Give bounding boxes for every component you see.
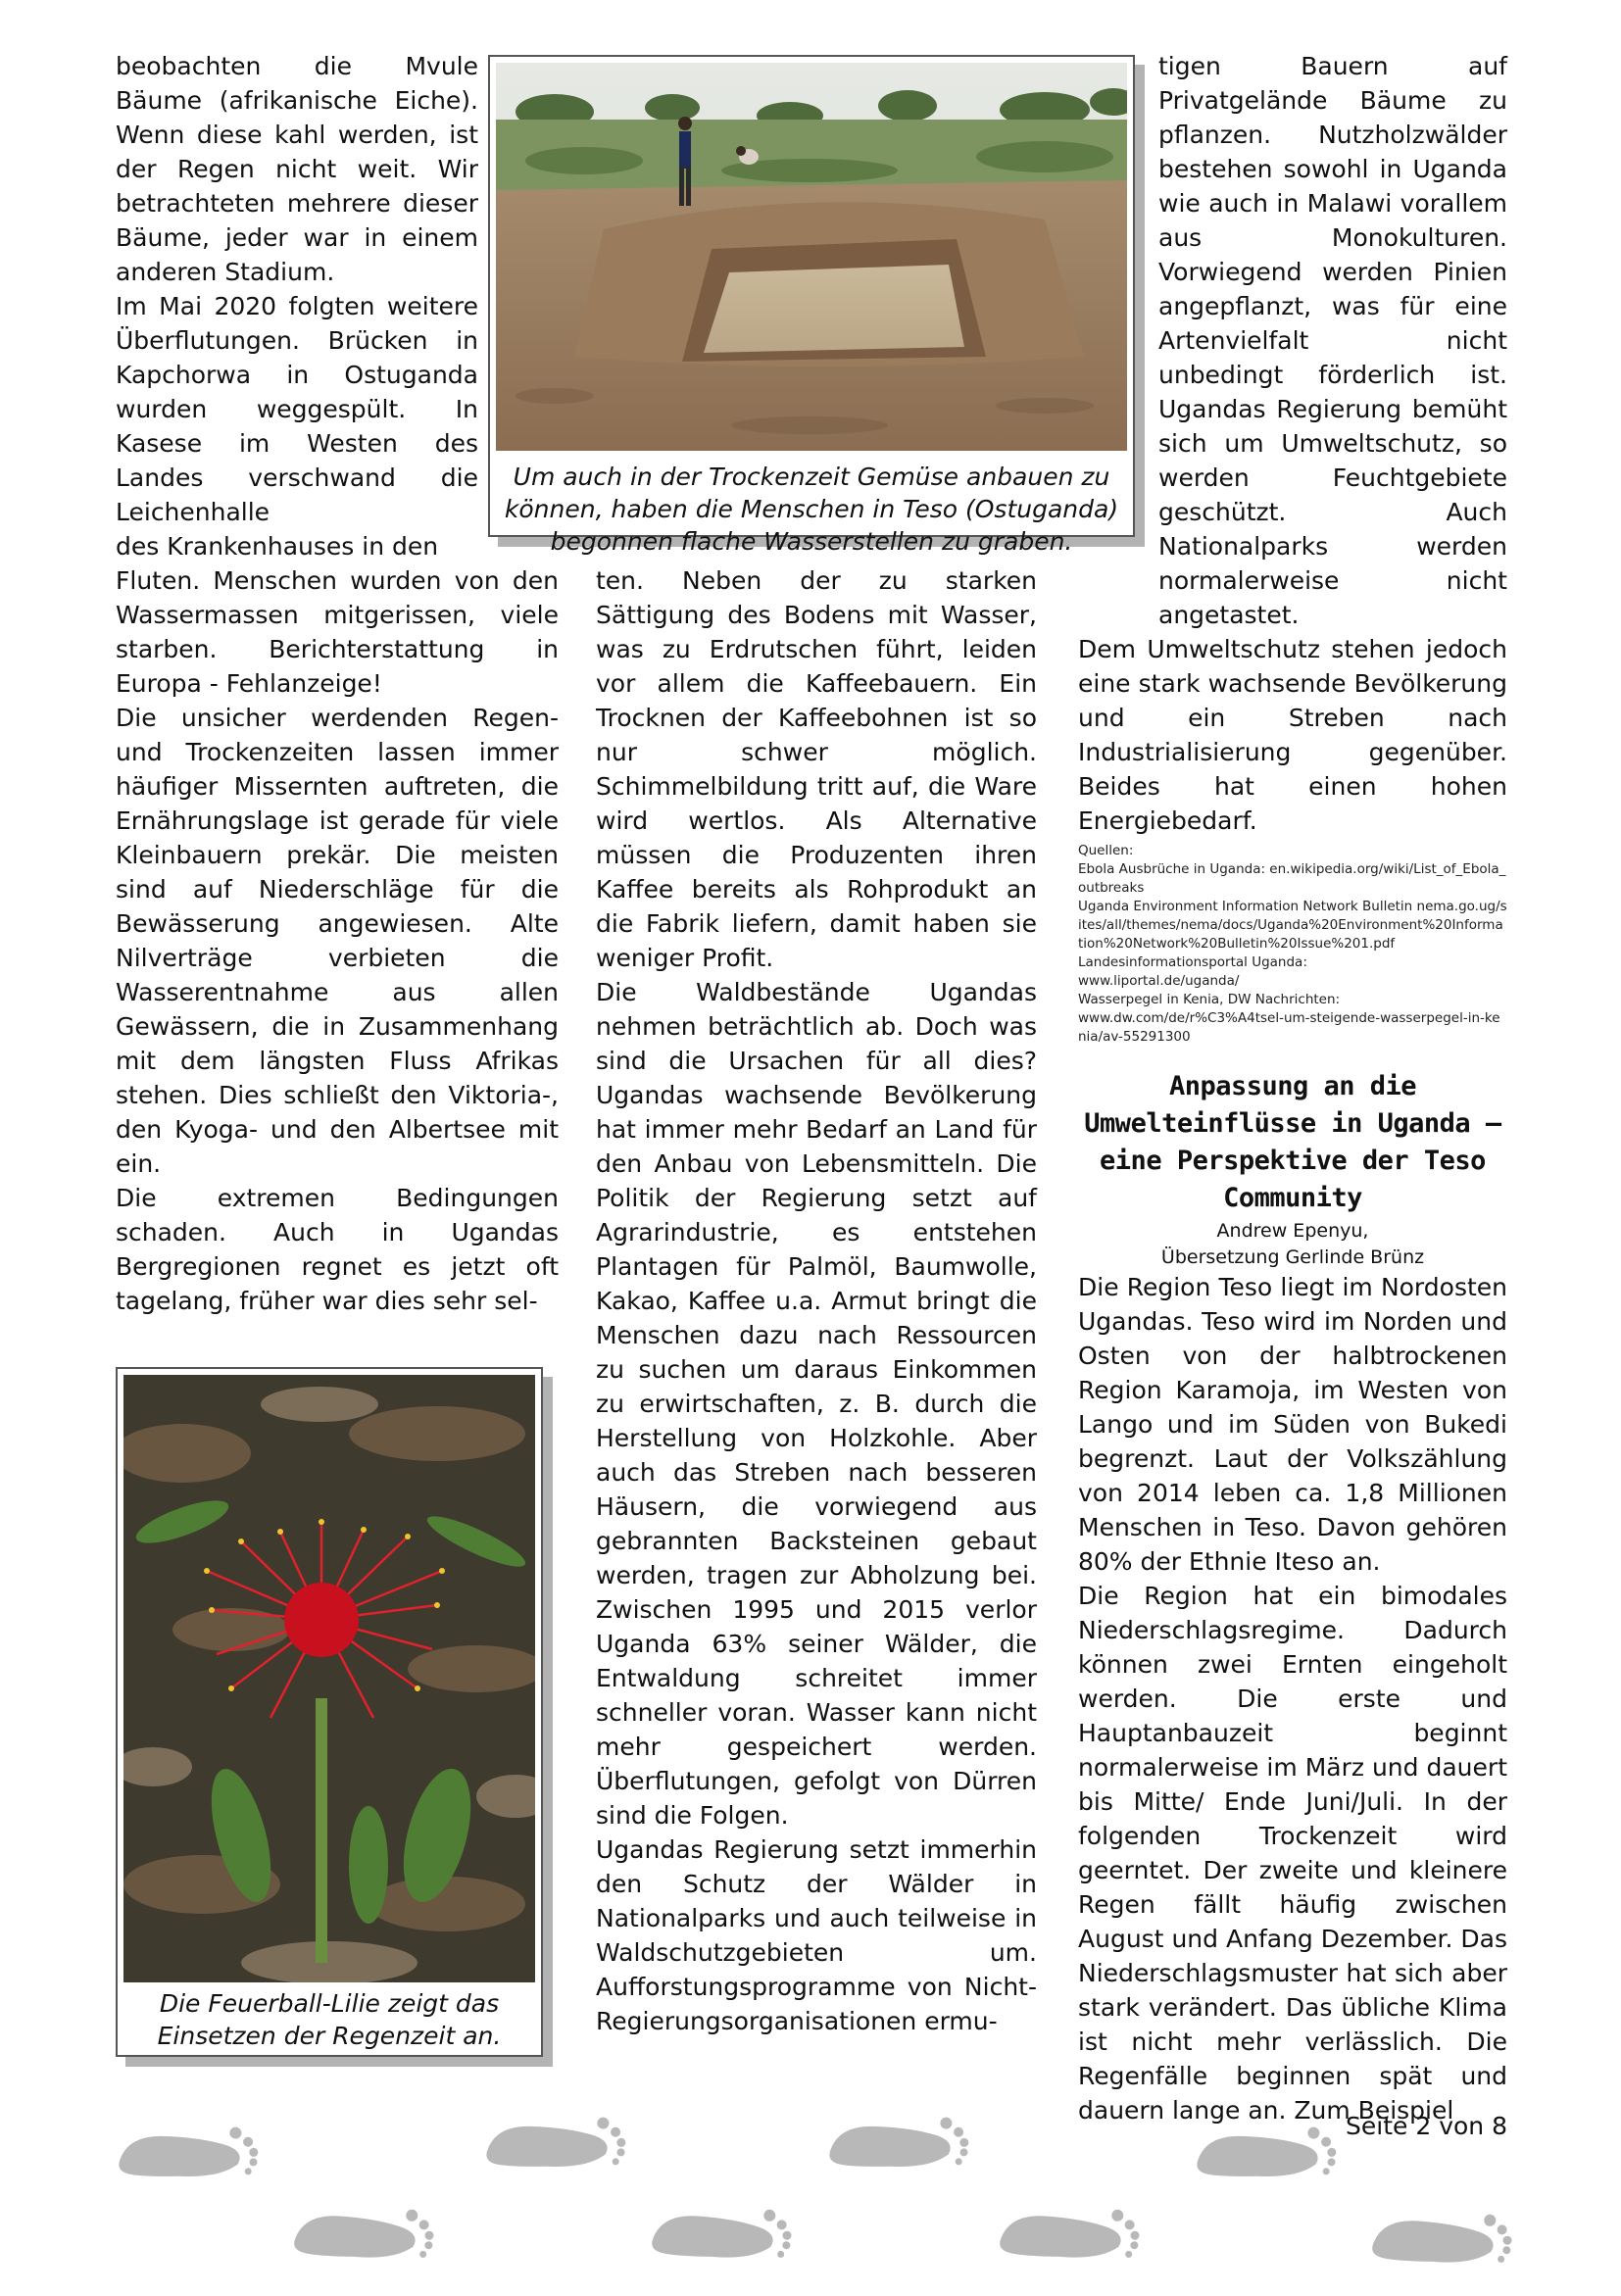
footprint-icon <box>1371 2214 1512 2267</box>
lily-photo <box>123 1375 535 1982</box>
source-entry: Ebola Ausbrüche in Uganda: en.wikipedia.org/wiki/List_of_Ebola_outbreaks <box>1078 861 1506 896</box>
right-paragraph: Dem Umweltschutz stehen jedoch eine stark wachsende Bevölkerung und ein Streben nach Industrialisierung gegenüber. Beides hat einen hohen Energiebedarf. <box>1078 635 1507 835</box>
footprint-icon <box>999 2209 1140 2262</box>
article-heading: Anpassung an die Umwelteinflüsse in Uganda – eine Perspektive der Teso Community <box>1084 1071 1501 1213</box>
trench-caption: Um auch in der Trockenzeit Gemüse anbauen zu können, haben die Menschen in Teso (Ostuganda) begonnen flache Wasserstellen zu graben. <box>504 463 1119 556</box>
source-entry: www.dw.com/de/r%C3%A4tsel-um-steigende-wasserpegel-in-kenia/av-55291300 <box>1078 1010 1500 1045</box>
middle-paragraph: Die Waldbestände Ugandas nehmen beträchtlich ab. Doch was sind die Ursachen für all dies? Ugandas wachsende Bevölkerung hat immer mehr Bedarf an Land für den Anbau von Lebensmitteln. Die Politik der Regierung setzt auf Agrarindustrie, es entstehen Plantagen für Palmöl, Baumwolle, Kakao, Kaffee u.a. Armut bringt die Menschen dazu nach Ressourcen zu suchen um daraus Einkommen zu erwirtschaften, z. B. durch die Herstellung von Holzkohle. Aber auch das Streben nach besseren Häusern, die vorwiegend aus gebrannten Backsteinen gebaut werden, tragen zur Abholzung bei. Zwischen 1995 und 2015 verlor Uganda 63% seiner Wälder, die Entwaldung schreitet immer schneller voran. Wasser kann nicht mehr gespeichert werden. Überflutungen, gefolgt von Dürren sind die Folgen. <box>596 978 1037 1830</box>
right-paragraph: Die Region hat ein bimodales Niederschlagsregime. Dadurch können zwei Ernten eingeholt werden. Die erste und Hauptanbauzeit beginnt normalerweise im März und dauert bis Mitte/ Ende Juni/Juli. In der folgenden Trockenzeit wird geerntet. Der zweite und kleinere Regen fällt häufig zwischen August und Anfang Dezember. Das Niederschlagsmuster hat sich aber stark verändert. Das übliche Klima ist nicht mehr verlässlich. Die Regenfälle beginnen spät und dauern lange an. Zum Beispiel <box>1078 1582 1507 2125</box>
footprint-icon <box>117 2125 260 2183</box>
source-entry: Uganda Environment Information Network Bulletin nema.go.ug/sites/all/themes/nema/docs/Uganda%20Environment%20Information%20Network%20Bulletin%20Issue%201.pdf <box>1078 899 1507 952</box>
footprints-decoration <box>0 2102 1621 2292</box>
sources-list <box>1078 842 1507 1047</box>
column-left <box>116 49 559 1318</box>
lily-figure <box>116 1367 543 2057</box>
trench-figure <box>488 55 1135 556</box>
source-entry: Wasserpegel in Kenia, DW Nachrichten: <box>1078 992 1341 1007</box>
left-paragraph: Die extremen Bedingungen schaden. Auch in Ugandas Bergregionen regnet es jetzt oft tagelang, früher war dies sehr sel- <box>116 1184 559 1315</box>
left-paragraph: Fluten. Menschen wurden von den Wassermassen mitgerissen, viele starben. Berichterstattung in Europa - Fehlanzeige! <box>116 566 559 698</box>
footprint-icon <box>827 2116 970 2174</box>
middle-paragraph: Ugandas Regierung setzt immerhin den Schutz der Wälder in Nationalparks und auch teilweise in Waldschutzgebieten um. Aufforstungsprogramme von Nicht-Regierungsorganisationen ermu- <box>596 1835 1037 2035</box>
source-entry: www.liportal.de/uganda/ <box>1078 973 1240 989</box>
left-paragraph: beobachten die Mvule Bäume (afrikanische Eiche). Wenn diese kahl werden, ist der Regen nicht weit. Wir betrachteten mehrere dieser Bäume, jeder war in einem anderen Stadium. <box>116 52 478 286</box>
byline-author: Andrew Epenyu, <box>1216 1220 1369 1242</box>
middle-paragraph: ten. Neben der zu starken Sättigung des Bodens mit Wasser, was zu Erdrutschen führt, leiden vor allem die Kaffeebauern. Ein Trocknen der Kaffeebohnen ist so nur schwer möglich. Schimmelbildung tritt auf, die Ware wird wertlos. Als Alternative müssen die Produzenten ihren Kaffee bereits als Rohprodukt an die Fabrik liefern, damit haben sie weniger Profit. <box>596 566 1037 972</box>
footprint-icon <box>1195 2125 1338 2183</box>
left-paragraph: des Krankenhauses in den <box>116 532 439 561</box>
footprint-icon <box>651 2209 792 2262</box>
left-paragraph: Die unsicher werdenden Regen- und Trockenzeiten lassen immer häufiger Missernten auftreten, die Ernährungslage ist gerade für viele Kleinbauern prekär. Die meisten sind auf Niederschläge für die Bewässerung angewiesen. Alte Nilverträge verbieten die Wasserentnahme aus allen Gewässern, die in Zusammenhang mit dem längsten Fluss Afrikas stehen. Dies schließt den Viktoria-, den Kyoga- und den Albertsee mit ein. <box>116 704 559 1178</box>
column-middle <box>596 563 1037 2038</box>
footprint-icon <box>293 2209 434 2262</box>
footprint-icon <box>484 2116 627 2174</box>
right-paragraph: Die Region Teso liegt im Nordosten Ugandas. Teso wird im Norden und Osten von der halbtrockenen Region Karamoja, im Westen von Lango und im Süden von Bukedi begrenzt. Laut der Volkszählung von 2014 leben ca. 1,8 Millionen Menschen in Teso. Davon gehören 80% der Ethnie Iteso an. <box>1078 1273 1507 1576</box>
trench-photo <box>496 63 1127 451</box>
right-paragraph: tigen Bauern auf Privatgelände Bäume zu pflanzen. Nutzholzwälder bestehen sowohl in Uganda wie auch in Malawi vorallem aus Monokulturen. Vorwiegend werden Pinien angepflanzt, was für eine Artenvielfalt nicht unbedingt förderlich ist. Ugandas Regierung bemüht sich um Umweltschutz, so werden Feuchtgebiete geschützt. Auch Nationalparks werden normalerweise nicht angetastet. <box>1158 52 1507 629</box>
page-number: Seite 2 von 8 <box>1346 2112 1507 2140</box>
column-right <box>1078 49 1507 2127</box>
left-paragraph: Im Mai 2020 folgten weitere Überflutungen. Brücken in Kapchorwa in Ostuganda wurden weggespült. In Kasese im Westen des Landes verschwand die Leichenhalle <box>116 292 478 526</box>
byline-translation: Übersetzung Gerlinde Brünz <box>1160 1246 1425 1268</box>
source-entry: Landesinformationsportal Uganda: <box>1078 954 1307 970</box>
lily-caption: Die Feuerball-Lilie zeigt das Einsetzen der Regenzeit an. <box>157 1989 502 2050</box>
sources-label: Quellen: <box>1078 843 1134 858</box>
